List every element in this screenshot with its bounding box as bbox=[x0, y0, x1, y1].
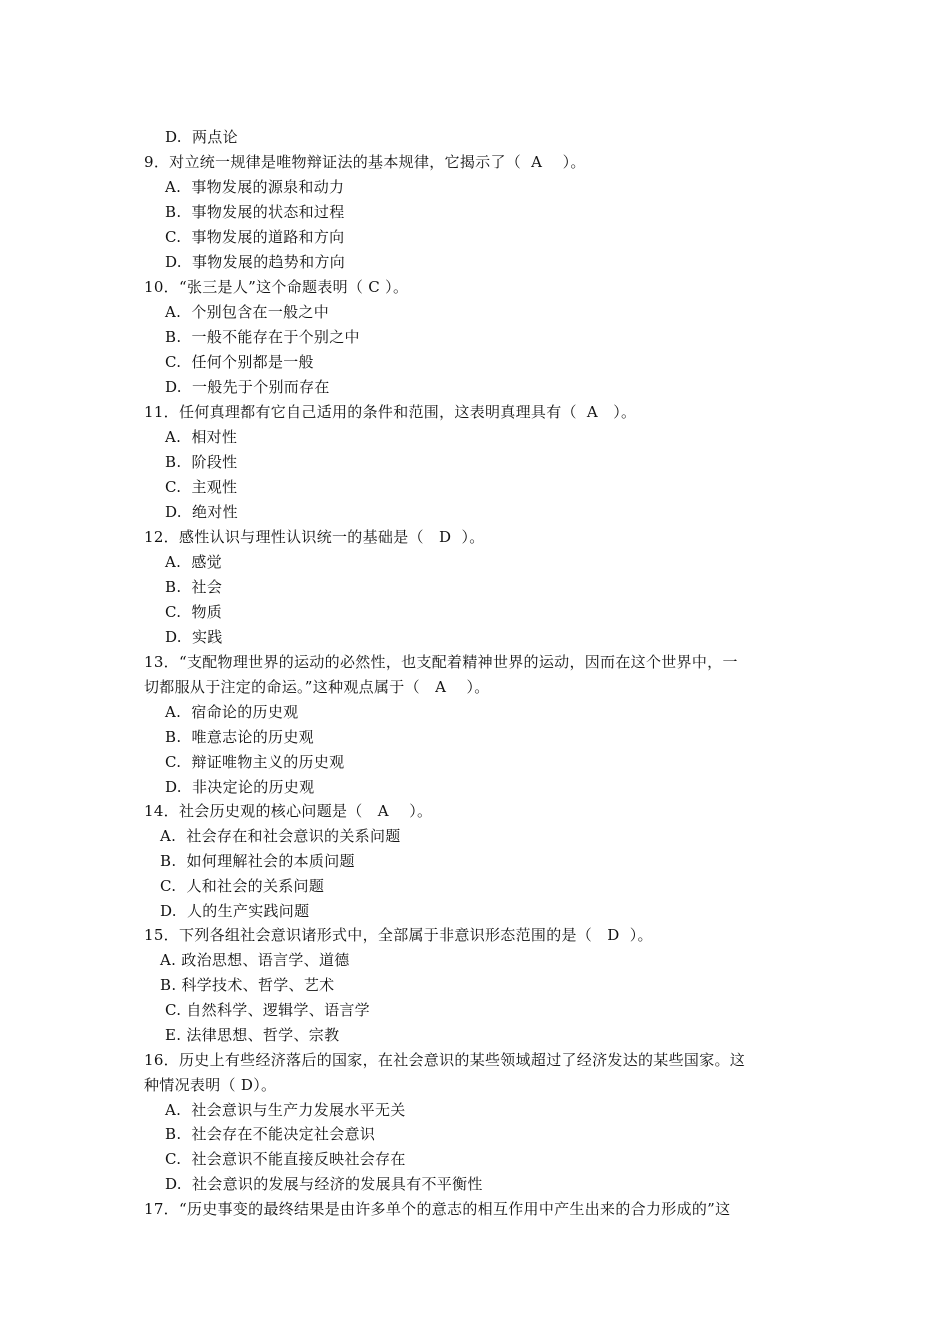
question-16-line-2: 种情况表明（ D）。 bbox=[144, 1076, 277, 1094]
question-12: 12．感性认识与理性认识统一的基础是（ D ）。 bbox=[144, 528, 485, 546]
option-16-a: A. 社会意识与生产力发展水平无关 bbox=[165, 1101, 406, 1119]
option-13-a: A. 宿命论的历史观 bbox=[165, 703, 299, 721]
question-9: 9．对立统一规律是唯物辩证法的基本规律，它揭示了（ A ）。 bbox=[144, 153, 586, 171]
option-11-d: D. 绝对性 bbox=[165, 503, 238, 521]
option-12-c: C. 物质 bbox=[165, 603, 223, 621]
question-16-line-1: 16．历史上有些经济落后的国家，在社会意识的某些领域超过了经济发达的某些国家。这 bbox=[144, 1051, 746, 1069]
option-16-c: C. 社会意识不能直接反映社会存在 bbox=[165, 1150, 406, 1168]
option-9-c: C. 事物发展的道路和方向 bbox=[165, 228, 345, 246]
option-14-b: B. 如何理解社会的本质问题 bbox=[160, 852, 355, 870]
option-13-c: C. 辩证唯物主义的历史观 bbox=[165, 753, 345, 771]
option-11-b: B. 阶段性 bbox=[165, 453, 238, 471]
question-14: 14．社会历史观的核心问题是（ A ）。 bbox=[144, 802, 433, 820]
option-14-d: D. 人的生产实践问题 bbox=[160, 902, 310, 920]
question-17: 17．“历史事变的最终结果是由许多单个的意志的相互作用中产生出来的合力形成的”这 bbox=[144, 1200, 731, 1218]
option-15-e: E. 法律思想、哲学、宗教 bbox=[165, 1026, 340, 1044]
option-15-a: A. 政治思想、语言学、道德 bbox=[160, 951, 350, 969]
option-8-d: D. 两点论 bbox=[165, 128, 238, 146]
option-10-d: D. 一般先于个别而存在 bbox=[165, 378, 330, 396]
option-15-b: B. 科学技术、哲学、艺术 bbox=[160, 976, 335, 994]
option-10-b: B. 一般不能存在于个别之中 bbox=[165, 328, 360, 346]
option-12-d: D. 实践 bbox=[165, 628, 223, 646]
option-9-a: A. 事物发展的源泉和动力 bbox=[165, 178, 345, 196]
question-10: 10．“张三是人”这个命题表明（ C ）。 bbox=[144, 278, 409, 296]
question-13-line-2: 切都服从于注定的命运。”这种观点属于（ A ）。 bbox=[144, 678, 490, 696]
question-11: 11．任何真理都有它自己适用的条件和范围，这表明真理具有（ A ）。 bbox=[144, 403, 637, 421]
option-16-d: D. 社会意识的发展与经济的发展具有不平衡性 bbox=[165, 1175, 483, 1193]
option-9-b: B. 事物发展的状态和过程 bbox=[165, 203, 345, 221]
option-13-b: B. 唯意志论的历史观 bbox=[165, 728, 314, 746]
option-10-c: C. 任何个别都是一般 bbox=[165, 353, 314, 371]
option-11-a: A. 相对性 bbox=[165, 428, 238, 446]
option-15-c: C. 自然科学、逻辑学、语言学 bbox=[165, 1001, 370, 1019]
option-14-c: C. 人和社会的关系问题 bbox=[160, 877, 325, 895]
question-13-line-1: 13．“支配物理世界的运动的必然性，也支配着精神世界的运动，因而在这个世界中，一 bbox=[144, 653, 738, 671]
question-15: 15．下列各组社会意识诸形式中，全部属于非意识形态范围的是（ D ）。 bbox=[144, 926, 653, 944]
option-12-b: B. 社会 bbox=[165, 578, 223, 596]
option-12-a: A. 感觉 bbox=[165, 553, 222, 571]
option-16-b: B. 社会存在不能决定社会意识 bbox=[165, 1125, 376, 1143]
option-10-a: A. 个别包含在一般之中 bbox=[165, 303, 330, 321]
option-9-d: D. 事物发展的趋势和方向 bbox=[165, 253, 345, 271]
option-14-a: A. 社会存在和社会意识的关系问题 bbox=[160, 827, 401, 845]
option-13-d: D. 非决定论的历史观 bbox=[165, 778, 315, 796]
option-11-c: C. 主观性 bbox=[165, 478, 238, 496]
